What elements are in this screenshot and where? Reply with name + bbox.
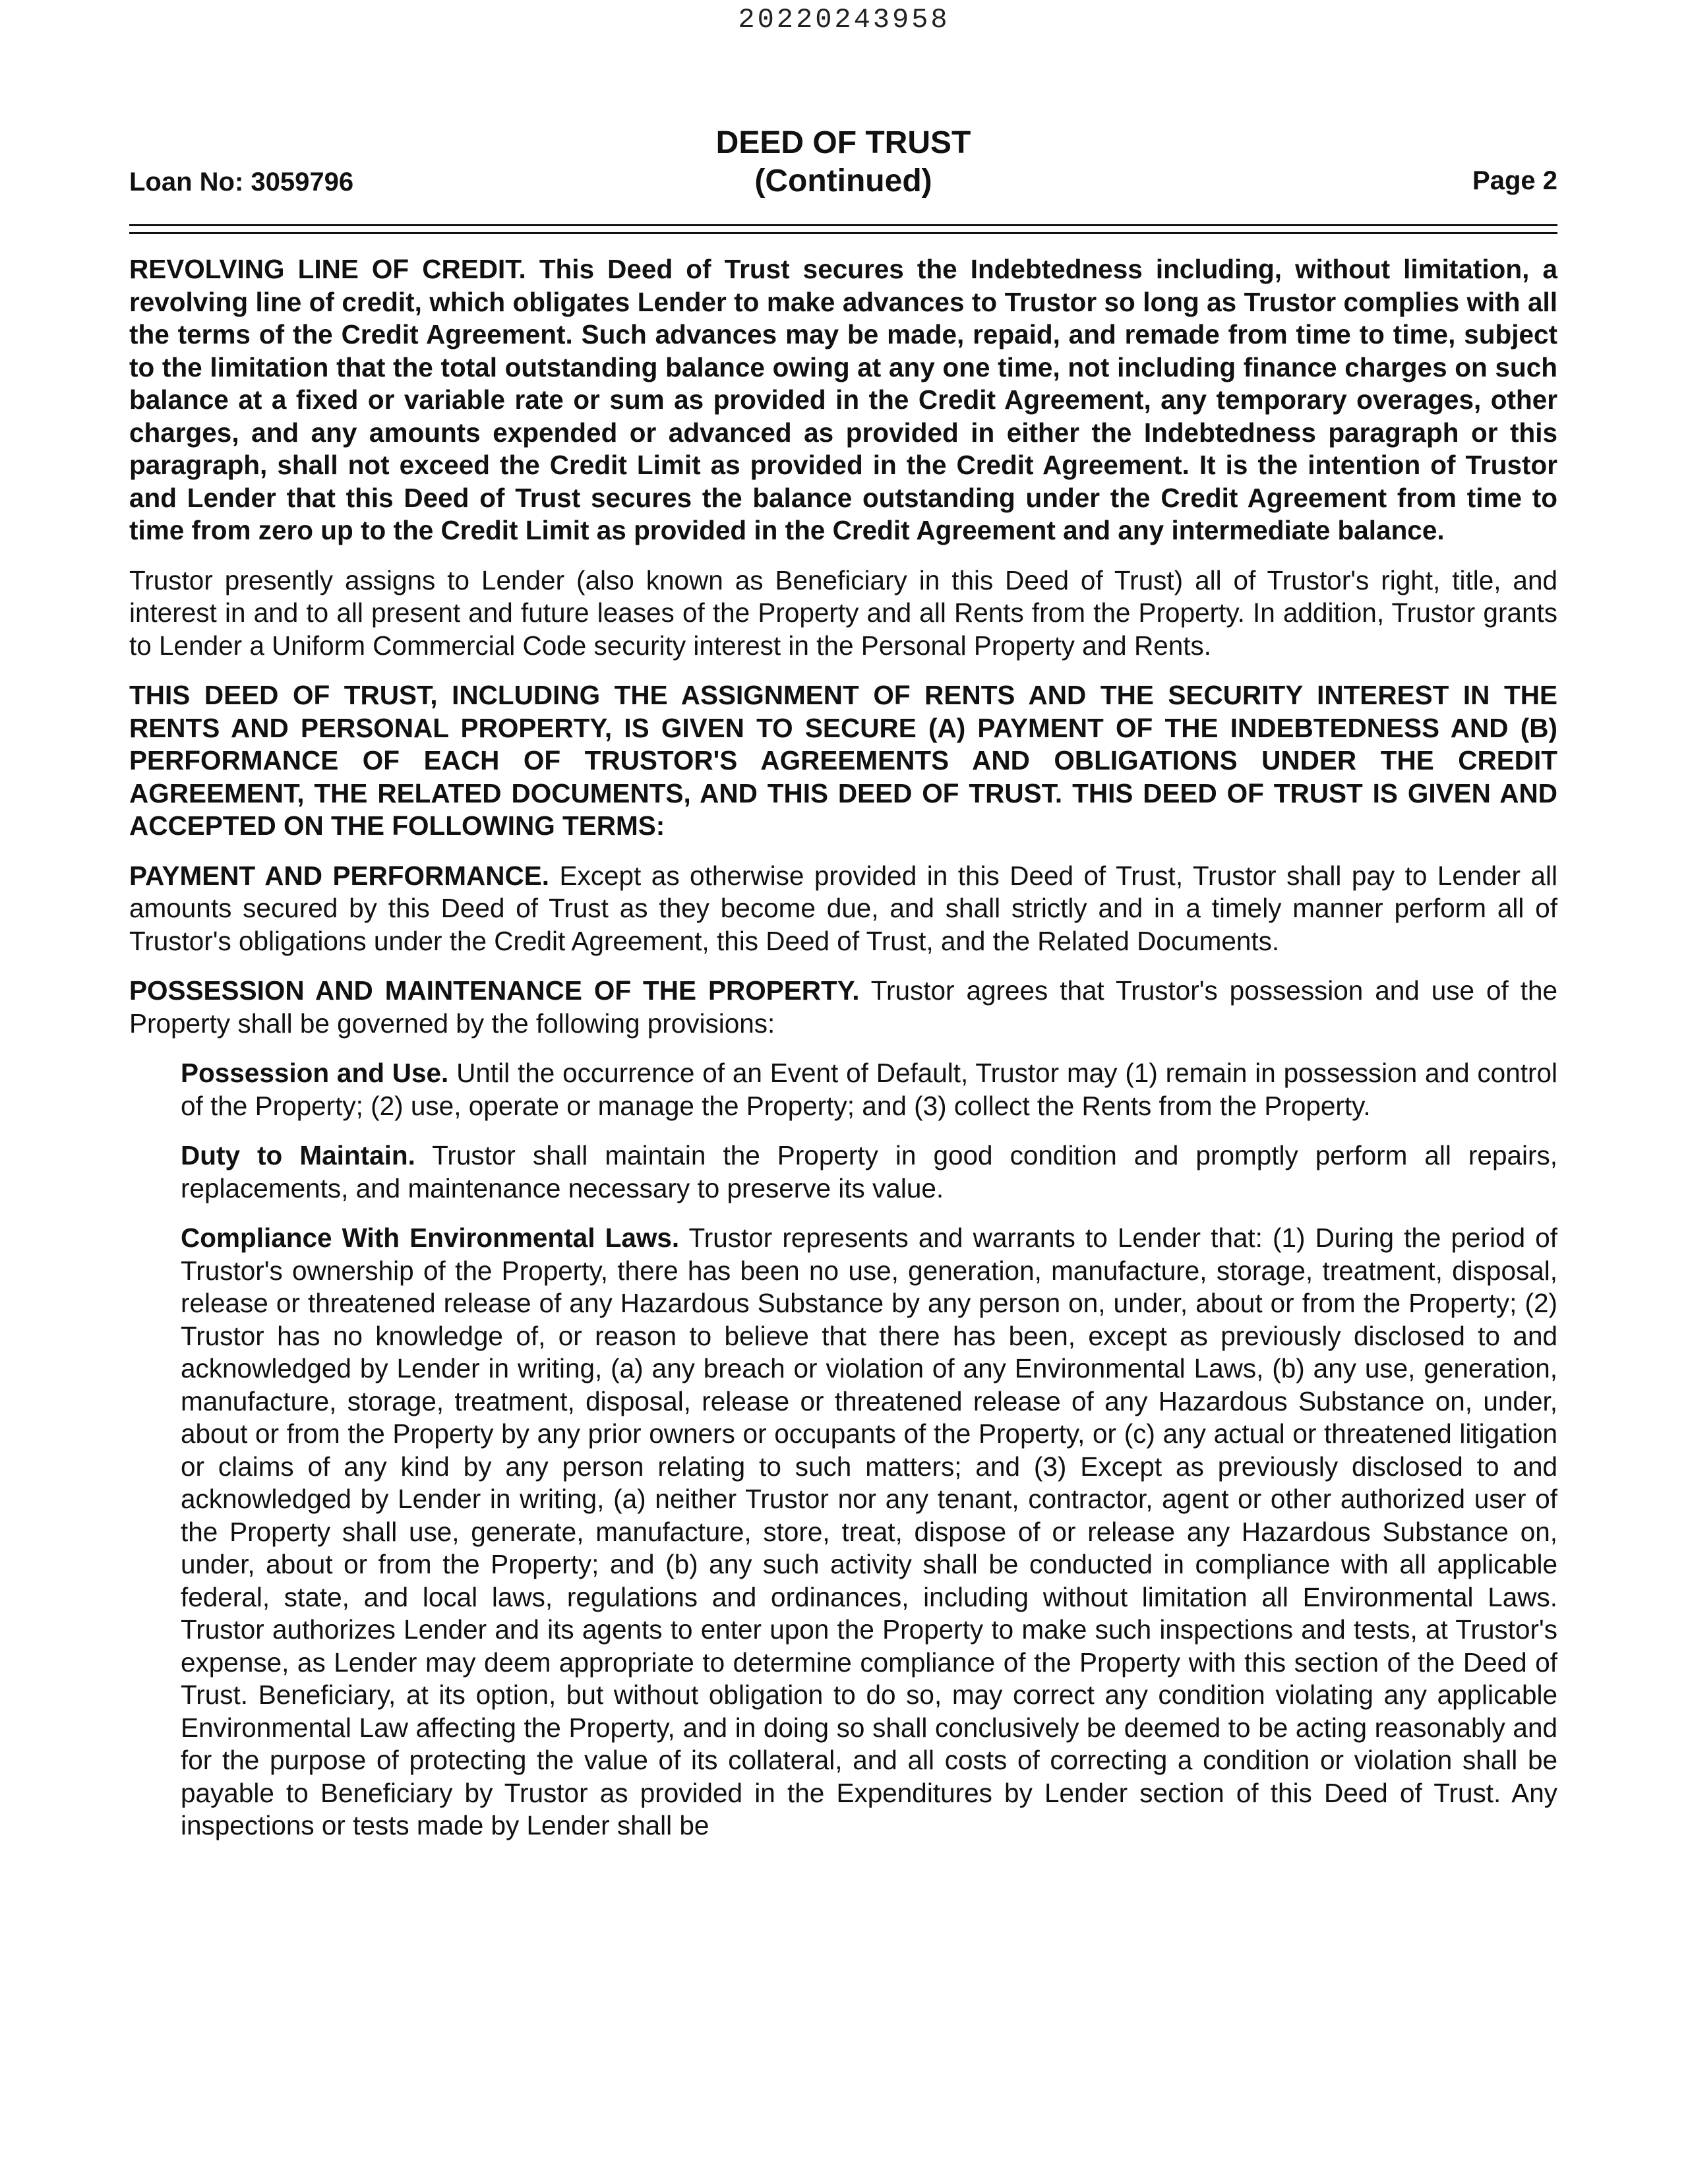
payment-performance-heading: PAYMENT AND PERFORMANCE.	[129, 860, 550, 891]
document-body	[129, 253, 1557, 1860]
duty-to-maintain-heading: Duty to Maintain.	[181, 1140, 415, 1170]
payment-performance-paragraph	[129, 860, 1557, 958]
duty-to-maintain-paragraph	[181, 1139, 1557, 1205]
possession-maintenance-text: Trustor agrees that Trustor's possession and use of the Property shall be governed by the following provisions:	[129, 975, 1558, 1039]
header-divider-top	[129, 224, 1557, 226]
header-divider-bottom	[129, 232, 1557, 234]
deed-terms-paragraph: THIS DEED OF TRUST, INCLUDING THE ASSIGNMENT OF RENTS AND THE SECURITY INTEREST IN THE RENTS AND PERSONAL PROPERTY, IS GIVEN TO SECURE (A) PAYMENT OF THE INDEBTEDNESS AND (B) PERFORMANCE OF EACH OF TRUSTOR'S AGREEMENTS AND OBLIGATIONS UNDER THE CREDIT AGREEMENT, THE RELATED DOCUMENTS, AND THIS DEED OF TRUST. THIS DEED OF TRUST IS GIVEN AND ACCEPTED ON THE FOLLOWING TERMS:	[129, 680, 1557, 841]
environmental-laws-paragraph	[181, 1222, 1557, 1842]
loan-number: Loan No: 3059796	[129, 167, 354, 197]
duty-to-maintain-text: Trustor shall maintain the Property in good condition and promptly perform all repairs, replacements, and maintenance necessary to preserve its value.	[181, 1140, 1557, 1203]
page-number: Page 2	[1472, 166, 1557, 195]
payment-performance-text: Except as otherwise provided in this Deed of Trust, Trustor shall pay to Lender all amounts secured by this Deed of Trust as they become due, and shall strictly and in a timely manner perform all of Trustor's obligations under the Credit Agreement, this Deed of Trust, and the Related Documents.	[129, 860, 1557, 956]
title-line-1: DEED OF TRUST	[715, 125, 971, 160]
recording-number: 20220243958	[738, 4, 950, 36]
revolving-line-of-credit-paragraph: REVOLVING LINE OF CREDIT. This Deed of Trust secures the Indebtedness including, without limitation, a revolving line of credit, which obligates Lender to make advances to Trustor so long as Trustor complies with all the terms of the Credit Agreement. Such advances may be made, repaid, and remade from time to time, subject to the limitation that the total outstanding balance owing at any one time, not including finance charges on such balance at a fixed or variable rate or sum as provided in the Credit Agreement, any temporary overages, other charges, and any amounts expended or advanced as provided in either the Indebtedness paragraph or this paragraph, shall not exceed the Credit Limit as provided in the Credit Agreement. It is the intention of Trustor and Lender that this Deed of Trust secures the balance outstanding under the Credit Agreement from time to time from zero up to the Credit Limit as provided in the Credit Agreement and any intermediate balance.	[129, 254, 1557, 545]
title-line-2: (Continued)	[754, 164, 932, 198]
assignment-paragraph: Trustor presently assigns to Lender (also known as Beneficiary in this Deed of Trust) all of Trustor's right, title, and interest in and to all present and future leases of the Property and all Rents from the Property. In addition, Trustor grants to Lender a Uniform Commercial Code security interest in the Personal Property and Rents.	[129, 564, 1557, 661]
possession-use-text: Until the occurrence of an Event of Default, Trustor may (1) remain in possession and control of the Property; (2) use, operate or manage the Property; and (3) collect the Rents from the Property.	[181, 1058, 1557, 1121]
environmental-laws-text: Trustor represents and warrants to Lender that: (1) During the period of Trustor's ownership of the Property, there has been no use, generation, manufacture, storage, treatment, disposal, release or threatened release of any Hazardous Substance by any person on, under, about or from the Property; (2) Trustor has no knowledge of, or reason to believe that there has been, except as previously disclosed to and acknowledged by Lender in writing, (a) any breach or violation of any Environmental Laws, (b) any use, generation, manufacture, storage, treatment, disposal, release or threatened release of any Hazardous Substance on, under, about or from the Property by any prior owners or occupants of the Property, or (c) any actual or threatened litigation or claims of any kind by any person relating to such matters; and (3) Except as previously disclosed to and acknowledged by Lender in writing, (a) neither Trustor nor any tenant, contractor, agent or other authorized user of the Property shall use, generate, manufacture, store, treat, dispose of or release any Hazardous Substance on, under, about or from the Property; and (b) any such activity shall be conducted in compliance with all applicable federal, state, and local laws, regulations and ordinances, including without limitation all Environmental Laws. Trustor authorizes Lender and its agents to enter upon the Property to make such inspections and tests, at Trustor's expense, as Lender may deem appropriate to determine compliance of the Property with this section of the Deed of Trust. Beneficiary, at its option, but without obligation to do so, may correct any condition violating any applicable Environmental Law affecting the Property, and in doing so shall conclusively be deemed to be acting reasonably and for the purpose of protecting the value of its collateral, and all costs of correcting a condition or violation shall be payable to Beneficiary by Trustor as provided in the Expenditures by Lender section of this Deed of Trust. Any inspections or tests made by Lender shall be	[181, 1223, 1557, 1840]
possession-use-paragraph	[181, 1057, 1557, 1122]
possession-maintenance-paragraph	[129, 975, 1557, 1040]
page-header	[129, 124, 1557, 203]
document-title	[129, 124, 1557, 200]
possession-use-heading: Possession and Use.	[181, 1058, 449, 1088]
possession-maintenance-heading: POSSESSION AND MAINTENANCE OF THE PROPERTY.	[129, 975, 860, 1006]
environmental-laws-heading: Compliance With Environmental Laws.	[181, 1223, 680, 1253]
